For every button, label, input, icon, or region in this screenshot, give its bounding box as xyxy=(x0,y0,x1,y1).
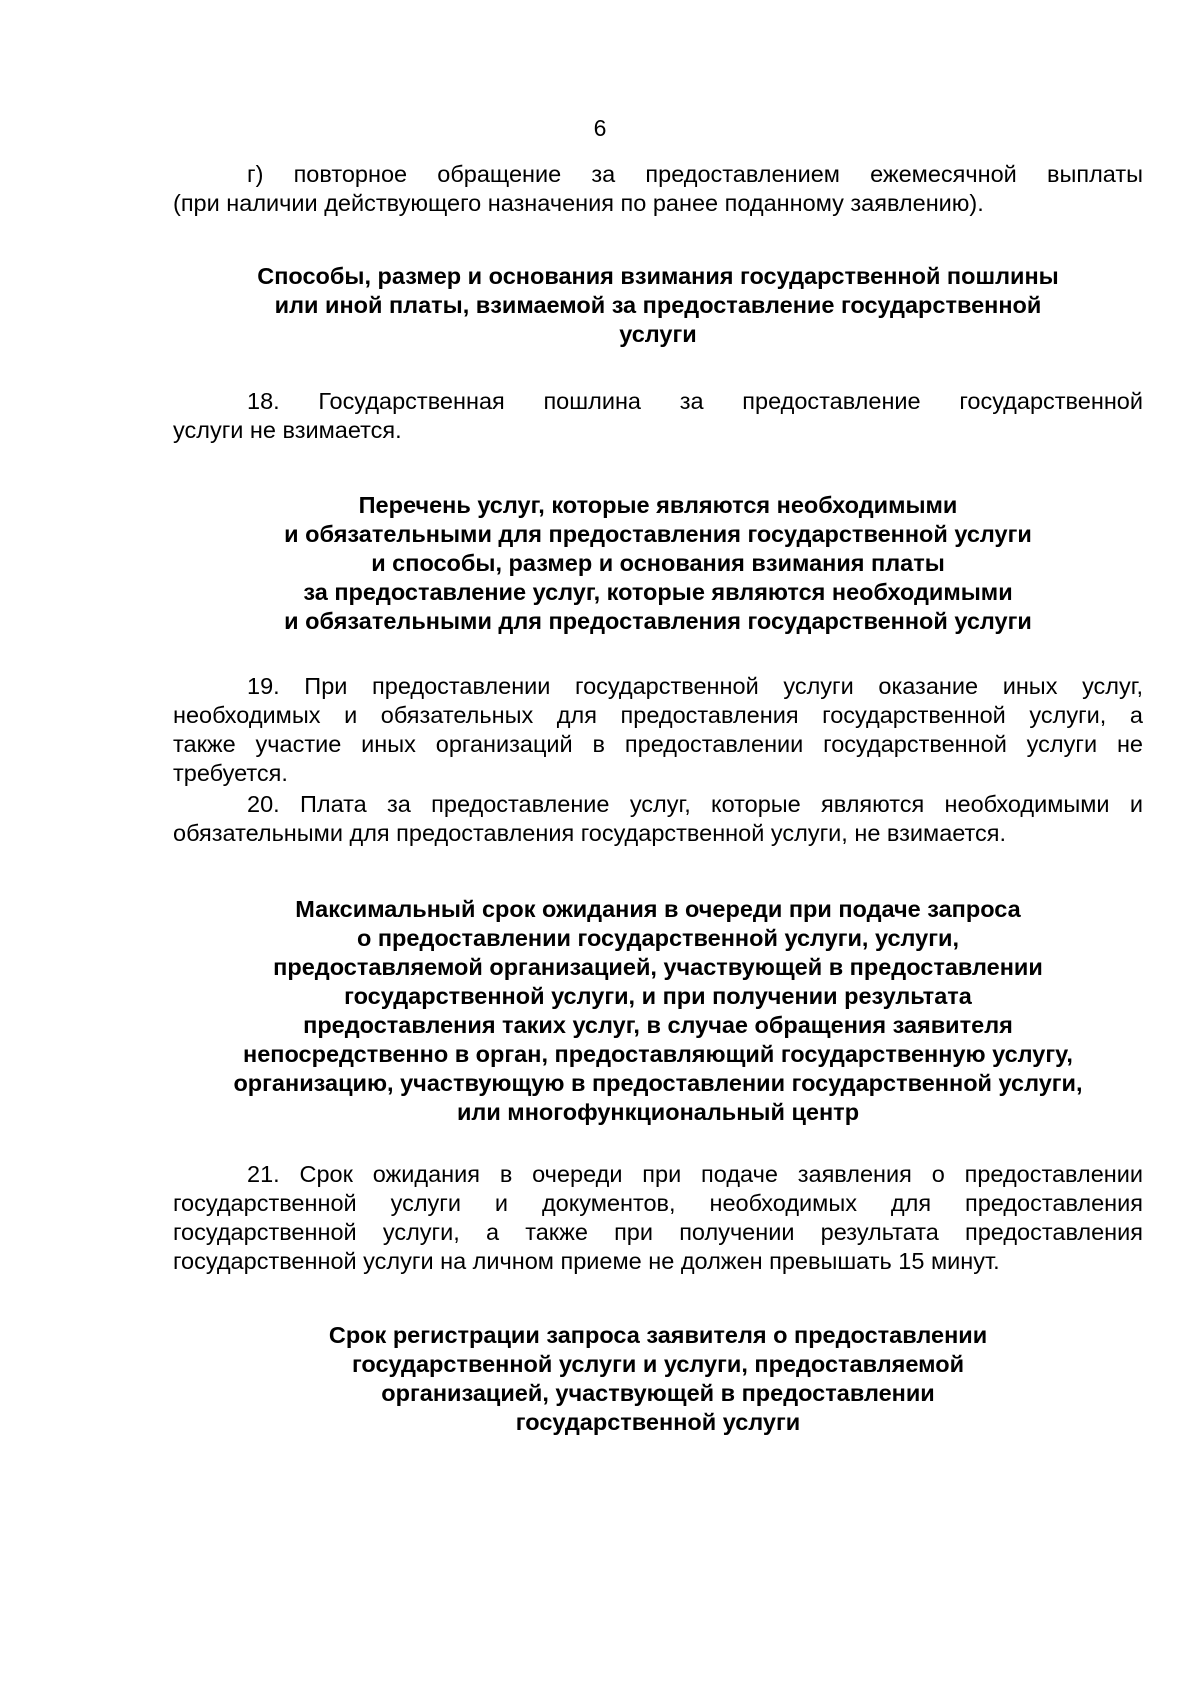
section-heading-services xyxy=(173,491,1143,636)
paragraph-20 xyxy=(173,790,1143,848)
paragraph-line: государственной услуги, а также при получении результата предоставления xyxy=(173,1219,1143,1245)
paragraph-line: 21. Срок ожидания в очереди при подаче заявления о предоставлении xyxy=(247,1161,1143,1187)
paragraph-line: обязательными для предоставления государственной услуги, не взимается. xyxy=(173,820,1007,846)
heading-line: государственной услуги xyxy=(515,1409,801,1435)
heading-line: предоставления таких услуг, в случае обращения заявителя xyxy=(303,1012,1013,1038)
section-heading-queue xyxy=(173,895,1143,1127)
heading-line: услуги xyxy=(619,321,697,347)
paragraph-line: 18. Государственная пошлина за предоставление государственной xyxy=(247,388,1143,414)
heading-line: или иной платы, взимаемой за предоставление государственной xyxy=(274,292,1042,318)
section-heading-fees xyxy=(173,262,1143,349)
heading-line: о предоставлении государственной услуги, услуги, xyxy=(356,925,959,951)
page-number: 6 xyxy=(593,115,607,141)
heading-line: Срок регистрации запроса заявителя о предоставлении xyxy=(328,1322,988,1348)
paragraph-line: (при наличии действующего назначения по ранее поданному заявлению). xyxy=(173,190,984,216)
heading-line: и способы, размер и основания взимания платы xyxy=(371,550,945,576)
paragraph-line: государственной услуги на личном приеме не должен превышать 15 минут. xyxy=(173,1248,1000,1274)
paragraph-line: необходимых и обязательных для предоставления государственной услуги, а xyxy=(173,702,1143,728)
heading-line: Перечень услуг, которые являются необходимыми xyxy=(358,492,958,518)
paragraph-line: требуется. xyxy=(173,760,288,786)
paragraph-line: 20. Плата за предоставление услуг, которые являются необходимыми и xyxy=(247,791,1143,817)
paragraph-19 xyxy=(173,672,1143,788)
heading-line: или многофункциональный центр xyxy=(456,1099,860,1125)
heading-line: Способы, размер и основания взимания государственной пошлины xyxy=(257,263,1059,289)
heading-line: государственной услуги, и при получении результата xyxy=(344,983,972,1009)
paragraph-21 xyxy=(173,1160,1143,1276)
heading-line: и обязательными для предоставления государственной услуги xyxy=(284,608,1032,634)
heading-line: государственной услуги и услуги, предоставляемой xyxy=(351,1351,965,1377)
paragraph-18 xyxy=(173,387,1143,445)
heading-line: и обязательными для предоставления государственной услуги xyxy=(284,521,1032,547)
paragraph-line: г) повторное обращение за предоставлением ежемесячной выплаты xyxy=(247,161,1143,187)
heading-line: за предоставление услуг, которые являются необходимыми xyxy=(303,579,1013,605)
heading-line: организацией, участвующей в предоставлении xyxy=(381,1380,935,1406)
heading-line: Максимальный срок ожидания в очереди при подаче запроса xyxy=(295,896,1021,922)
heading-line: организацию, участвующую в предоставлении государственной услуги, xyxy=(233,1070,1083,1096)
paragraph-g xyxy=(173,160,1143,218)
paragraph-line: также участие иных организаций в предоставлении государственной услуги не xyxy=(173,731,1143,757)
paragraph-line: 19. При предоставлении государственной услуги оказание иных услуг, xyxy=(247,673,1143,699)
heading-line: предоставляемой организацией, участвующей в предоставлении xyxy=(273,954,1043,980)
heading-line: непосредственно в орган, предоставляющий государственную услугу, xyxy=(243,1041,1073,1067)
section-heading-registration xyxy=(173,1321,1143,1437)
paragraph-line: услуги не взимается. xyxy=(173,417,402,443)
paragraph-line: государственной услуги и документов, необходимых для предоставления xyxy=(173,1190,1143,1216)
